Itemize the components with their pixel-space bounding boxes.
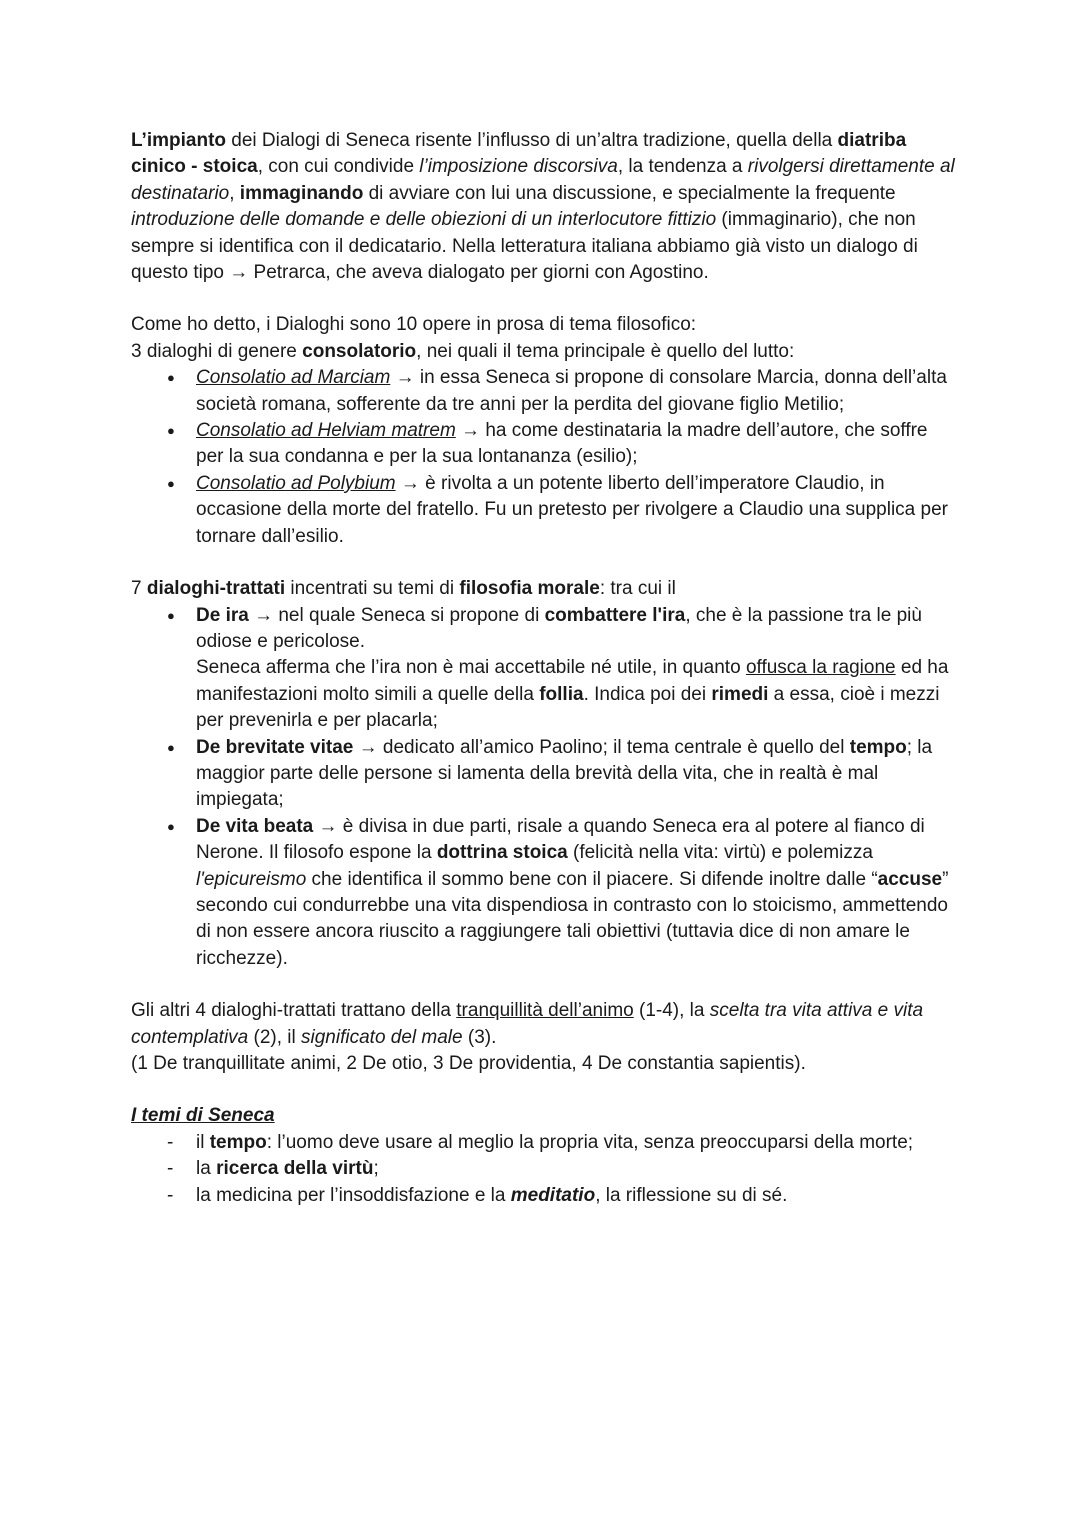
text: → è rivolta a un potente liberto dell’imperatore Claudio, in occasione della morte del fratello. Fu un pretesto per rivolgere a Claudio una supplica per tornare dall’esilio. [196, 472, 948, 547]
bold-text: consolatorio [302, 340, 417, 362]
text: il [196, 1131, 210, 1153]
text: → in essa Seneca si propone di consolare Marcia, donna dell’alta società romana, sofferente da tre anni per la perdita del giovane figlio Metilio; [196, 367, 947, 415]
bold-text: immaginando [239, 182, 364, 204]
text: incentrati su temi di [285, 578, 460, 600]
work-title: De vita beata [196, 815, 314, 837]
text: 7 [131, 578, 147, 600]
list-item [131, 1156, 960, 1182]
italic-text: scelta tra vita attiva e vita contemplativa [131, 1000, 924, 1048]
italic-text: rivolgersi direttamente al destinatario [131, 156, 955, 204]
bold-text: ricerca della virtù [216, 1158, 374, 1180]
text: (1-4), la [633, 1000, 710, 1022]
bold-text: rimedi [711, 683, 769, 705]
text: a essa, cioè i mezzi per prevenirla e per placarla; [196, 683, 940, 732]
text: ; la maggior parte delle persone si lamenta della brevità della vita, che in realtà è mal impiegata; [196, 736, 933, 811]
text: → nel quale Seneca si propone di [248, 604, 545, 626]
work-title: De ira [196, 604, 249, 626]
italic-text: meditatio [510, 1184, 596, 1206]
bold-text: accuse [877, 868, 943, 890]
text: (3). [462, 1026, 497, 1048]
text: , la tendenza a [617, 156, 748, 178]
list-item [131, 365, 960, 418]
list-item [131, 471, 960, 550]
underlined-text: offusca la ragione [745, 657, 896, 679]
paragraph-consolatorio [131, 339, 960, 365]
text: dei Dialogi di Seneca risente l’influsso di un’altra tradizione, quella della [226, 130, 838, 151]
list-item [131, 1183, 960, 1209]
text: la [196, 1158, 217, 1180]
text: . Indica poi dei [583, 683, 712, 705]
text: ” secondo cui condurrebbe una vita dispendiosa in contrasto con lo stoicismo, ammettendo di non essere ancora riuscito a raggiungere tali obiettivi (tuttavia dice di non amare le ricchezze). [196, 868, 949, 969]
work-title: De brevitate vitae [196, 736, 354, 758]
paragraph-legenda: (1 De tranquillitate animi, 2 De otio, 3 De providentia, 4 De constantia sapientis). [131, 1053, 806, 1074]
text: Seneca afferma che l’ira non è mai accettabile né utile, in quanto [196, 657, 746, 679]
consolationes-list [131, 365, 960, 550]
text: → ha come destinataria la madre dell’autore, che soffre per la sua condanna e per la sua lontananza (esilio); [196, 420, 928, 468]
text: → è divisa in due parti, risale a quando Seneca era al potere al fianco di Nerone. Il filosofo espone la [196, 815, 925, 864]
text: 3 dialoghi di genere [131, 340, 303, 362]
text: Gli altri 4 dialoghi-trattati trattano della [131, 1000, 457, 1022]
list-item [131, 418, 960, 471]
list-item [131, 1130, 960, 1156]
underlined-text: tranquillità dell’animo [456, 1000, 634, 1022]
bold-text: L’impianto [131, 130, 226, 151]
paragraph-altri-trattati [131, 998, 960, 1051]
text: (felicità nella vita: virtù) e polemizza [567, 842, 873, 864]
text: , la riflessione su di sé. [595, 1184, 788, 1206]
bold-text: follia [539, 683, 584, 705]
text: ed ha manifestazioni molto simili a quelle della [196, 657, 949, 705]
italic-text: l’imposizione discorsiva [419, 156, 618, 178]
text: , [229, 182, 240, 204]
text: (2), il [248, 1026, 302, 1048]
trattati-list [131, 603, 960, 973]
text: , che è la passione tra le più odiose e pericolose. [196, 604, 922, 652]
italic-text: l'epicureismo [196, 868, 307, 890]
text: di avviare con lui una discussione, e specialmente la frequente [363, 182, 896, 204]
text: , con cui condivide [257, 156, 420, 178]
text: : tra cui il [599, 578, 676, 600]
section-heading: I temi di Seneca [131, 1105, 275, 1127]
text: la medicina per l’insoddisfazione e la [196, 1184, 511, 1206]
text: (immaginario), che non sempre si identifica con il dedicatario. Nella letteratura italiana abbiamo già visto un dialogo di questo tipo → Petrarca, che aveva dialogato per giorni con Agostino. [131, 209, 918, 284]
work-title: Consolatio ad Marciam [196, 367, 391, 389]
text: → dedicato all’amico Paolino; il tema centrale è quello del [353, 736, 850, 758]
bold-text: dialoghi-trattati [146, 578, 286, 600]
paragraph-trattati-intro [131, 576, 960, 602]
list-item [131, 603, 960, 735]
italic-text: significato del male [301, 1026, 463, 1048]
bold-text [511, 1185, 595, 1206]
bold-text: dottrina stoica [436, 842, 568, 864]
text: : l’uomo deve usare al meglio la propria vita, senza preoccuparsi della morte; [266, 1131, 914, 1153]
bold-text: combattere l'ira [544, 604, 686, 626]
work-title: Consolatio ad Polybium [196, 472, 396, 494]
italic-text: introduzione delle domande e delle obiezioni di un interlocutore fittizio [131, 209, 717, 231]
work-title: Consolatio ad Helviam matrem [196, 420, 456, 442]
bold-text: filosofia morale [459, 578, 600, 600]
paragraph-dialoghi-intro: Come ho detto, i Dialoghi sono 10 opere in prosa di tema filosofico: [131, 314, 697, 336]
temi-list [131, 1130, 960, 1209]
bold-text: tempo [209, 1131, 267, 1153]
bold-text: diatriba cinico - stoica [131, 130, 907, 178]
bold-text: tempo [849, 736, 907, 758]
text: che identifica il sommo bene con il piacere. Si difende inoltre dalle “ [306, 868, 878, 890]
paragraph-impianto [131, 128, 960, 286]
text: , nei quali il tema principale è quello del lutto: [416, 340, 795, 362]
list-item [131, 735, 960, 814]
text: ; [373, 1158, 379, 1180]
list-item [131, 814, 960, 972]
